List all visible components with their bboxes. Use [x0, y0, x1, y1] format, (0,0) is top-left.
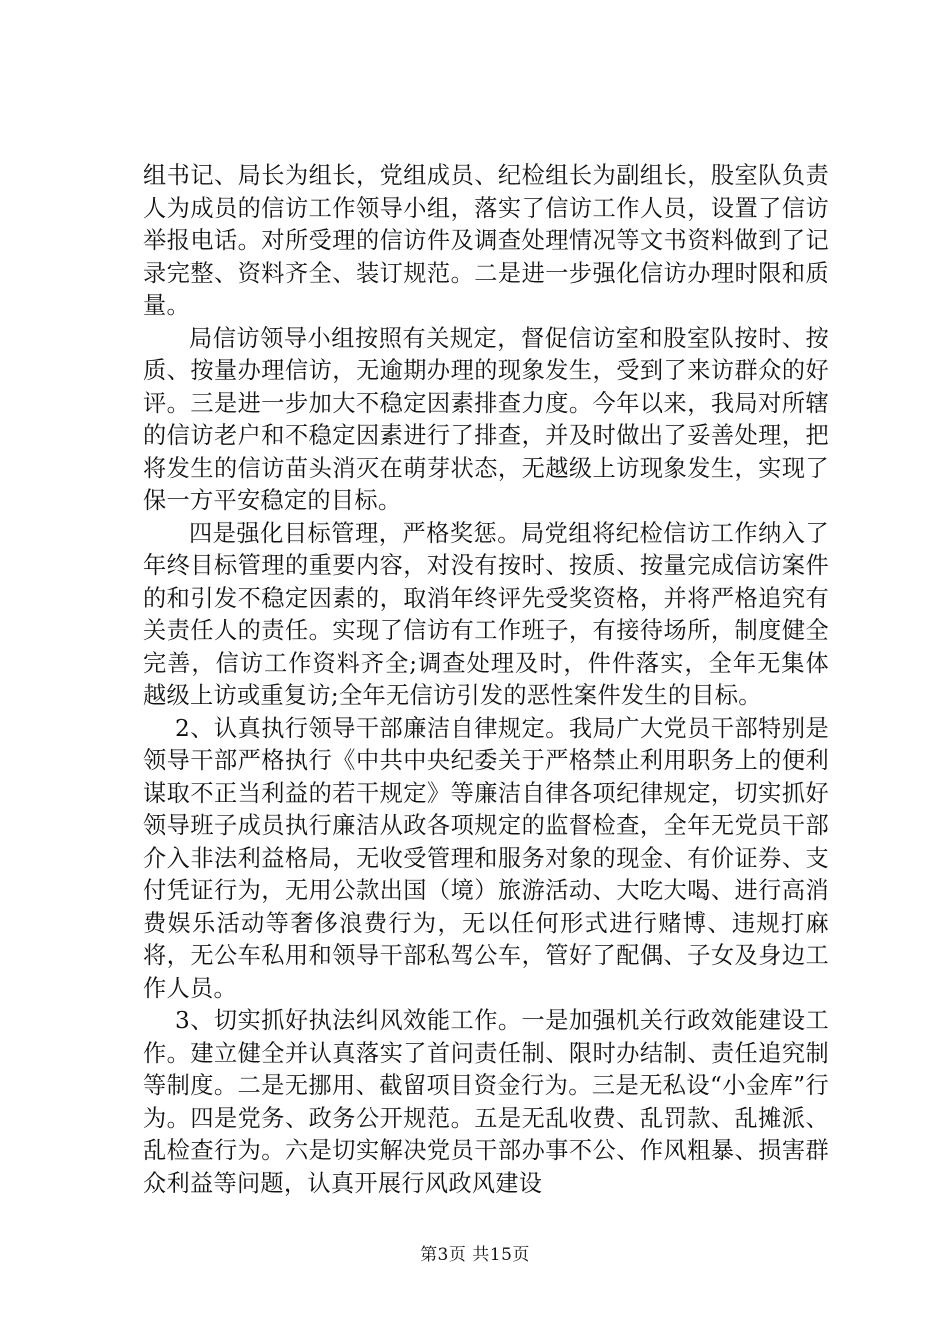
paragraph-continuation: 组书记、局长为组长，党组成员、纪检组长为副组长，股室队负责人为成员的信访工作领导小组，落实了信访工作人员，设置了信访举报电话。对所受理的信访件及调查处理情况等文书资料做到了记录完整、资料齐全、装订规范。二是进一步强化信访办理时限和质量。 — [143, 162, 829, 319]
paragraph-target-management: 四是强化目标管理，严格奖惩。局党组将纪检信访工作纳入了年终目标管理的重要内容，对没有按时、按质、按量完成信访案件的和引发不稳定因素的，取消年终评先受奖资格，并将严格追究有关责任人的责任。实现了信访有工作班子，有接待场所，制度健全完善，信访工作资料齐全;调查处理及时，件件落实，全年无集体越级上访或重复访;全年无信访引发的恶性案件发生的目标。 — [143, 519, 829, 709]
page-number-footer: 第3页 共15页 — [420, 1245, 530, 1265]
paragraph-petition-timelimit: 局信访领导小组按照有关规定，督促信访室和股室队按时、按质、按量办理信访，无逾期办理的现象发生，受到了来访群众的好评。三是进一步加大不稳定因素排查力度。今年以来，我局对所辖的信访老户和不稳定因素进行了排查，并及时做出了妥善处理，把将发生的信访苗头消灭在萌芽状态，无越级上访现象发生，实现了保一方平安稳定的目标。 — [143, 324, 829, 514]
paragraph-section-3: 3、切实抓好执法纠风效能工作。一是加强机关行政效能建设工作。建立健全并认真落实了首问责任制、限时办结制、责任追究制等制度。二是无挪用、截留项目资金行为。三是无私设“小金库”行为。四是党务、政务公开规范。五是无乱收费、乱罚款、乱摊派、乱检查行为。六是切实解决党员干部办事不公、作风粗暴、损害群众利益等问题，认真开展行风政风建设 — [143, 1007, 829, 1197]
document-body — [143, 160, 829, 1200]
paragraph-section-2: 2、认真执行领导干部廉洁自律规定。我局广大党员干部特别是领导干部严格执行《中共中央纪委关于严格禁止利用职务上的便利谋取不正当利益的若干规定》等廉洁自律各项纪律规定，切实抓好领导班子成员执行廉洁从政各项规定的监督检查，全年无党员干部介入非法利益格局，无收受管理和服务对象的现金、有价证券、支付凭证行为，无用公款出国（境）旅游活动、大吃大喝、进行高消费娱乐活动等奢侈浪费行为，无以任何形式进行赌博、违规打麻将，无公车私用和领导干部私驾公车，管好了配偶、子女及身边工作人员。 — [143, 714, 829, 1002]
